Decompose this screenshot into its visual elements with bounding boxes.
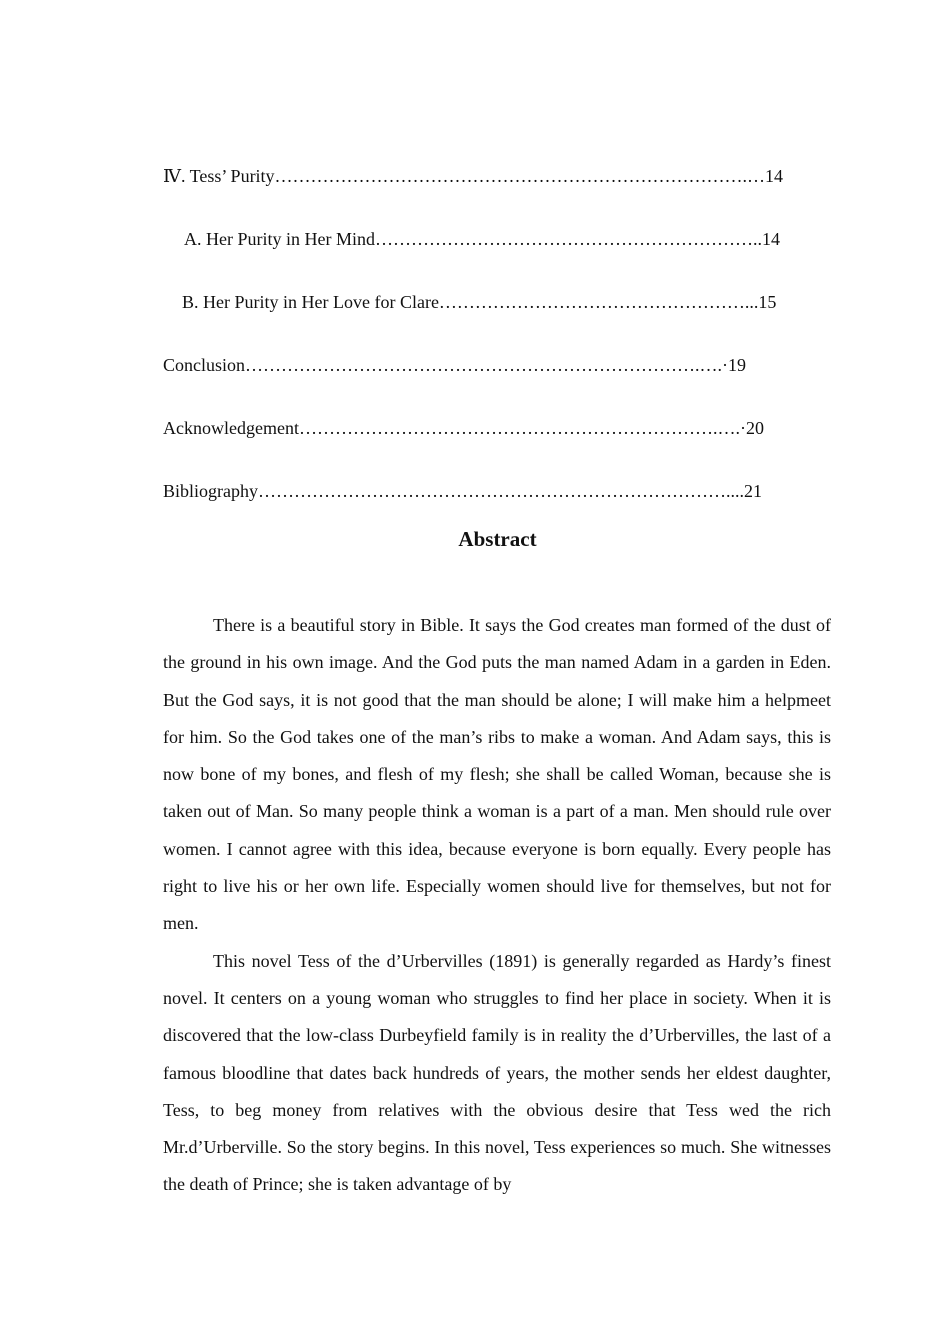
toc-entry-purity-in-mind: A. Her Purity in Her Mind………………………………………………………..14: [184, 229, 780, 249]
toc-entry-tess-purity: Ⅳ. Tess’ Purity…………………………………………………………………….…14: [163, 166, 784, 186]
toc-entry-bibliography: Bibliography……………………………………………………………………....21: [163, 481, 762, 501]
abstract-heading: Abstract: [458, 527, 537, 551]
toc-entry-acknowledgement: Acknowledgement…………………………………………………………….….·20: [163, 418, 764, 438]
abstract-paragraph: This novel Tess of the d’Urbervilles (1891) is generally regarded as Hardy’s finest novel. It centers on a young woman who struggles to find her place in society. When it is discovered that the low-class Durbeyfield family is in reality the d’Urbervilles, the last of a famous bloodline that dates back hundreds of years, the mother sends her eldest daughter, Tess, to beg money from relatives with the obvious desire that Tess wed the rich Mr.d’Urberville. So the story begins. In this novel, Tess experiences so much. She witnesses the death of Prince; she is taken advantage of by: [163, 950, 831, 1195]
toc-entry-purity-in-love: B. Her Purity in Her Love for Clare……………………………………………...15: [182, 292, 777, 312]
abstract-body: [163, 607, 831, 1204]
toc-entry-conclusion: Conclusion………………………………………………………………….….·19: [163, 355, 746, 375]
abstract-paragraph: There is a beautiful story in Bible. It says the God creates man formed of the dust of the ground in his own image. And the God puts the man named Adam in a garden in Eden. But the God says, it is not good that the man should be alone; I will make him a helpmeet for him. So the God takes one of the man’s ribs to make a woman. And Adam says, this is now bone of my bones, and flesh of my flesh; she shall be called Woman, because she is taken out of Man. So many people think a woman is a part of a man. Men should rule over women. I cannot agree with this idea, because everyone is born equally. Every people has right to live his or her own life. Especially women should live for themselves, but not for men.: [163, 615, 831, 934]
